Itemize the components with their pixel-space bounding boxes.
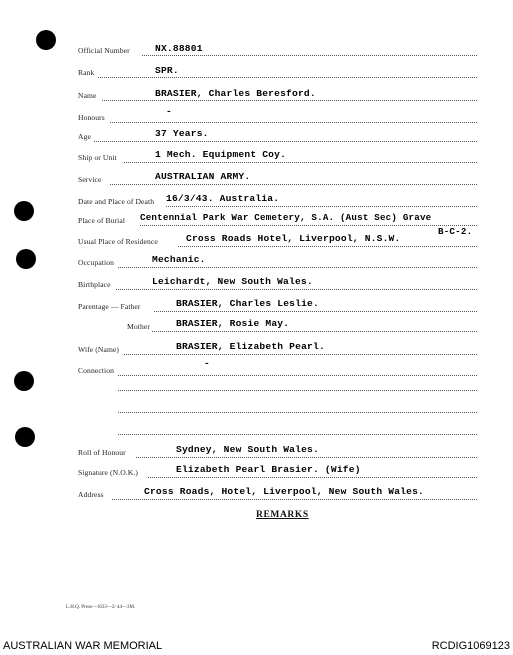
- value-honours: -: [166, 106, 172, 117]
- label-name: Name: [78, 91, 97, 100]
- value-official-number: NX.88801: [155, 43, 203, 54]
- label-address: Address: [78, 490, 104, 499]
- label-connection: Connection: [78, 366, 115, 375]
- row-usual-residence: [0, 233, 513, 247]
- label-occupation: Occupation: [78, 258, 115, 267]
- label-signature-nok: Signature (N.O.K.): [78, 468, 139, 477]
- dotted-line: [154, 311, 477, 312]
- label-rank: Rank: [78, 68, 95, 77]
- dotted-line: [110, 184, 477, 185]
- value-signature-nok: Elizabeth Pearl Brasier. (Wife): [176, 464, 361, 475]
- label-usual-residence: Usual Place of Residence: [78, 237, 158, 246]
- footer-record-id: RCDIG1069123: [431, 640, 510, 652]
- value-date-place-death: 16/3/43. Australia.: [166, 193, 280, 204]
- value-place-of-burial-grave: B-C-2.: [438, 226, 473, 237]
- label-date-place-death: Date and Place of Death: [78, 197, 155, 206]
- label-place-of-burial: Place of Burial: [78, 216, 126, 225]
- archive-footer: [0, 632, 513, 655]
- value-service: AUSTRALIAN ARMY.: [155, 171, 251, 182]
- row-name: [0, 88, 513, 102]
- label-official-number: Official Number: [78, 46, 130, 55]
- value-father: BRASIER, Charles Leslie.: [176, 298, 319, 309]
- value-wife: BRASIER, Elizabeth Pearl.: [176, 341, 325, 352]
- dotted-line: [166, 206, 477, 207]
- dotted-line: [148, 477, 477, 478]
- row-roll-of-honour: [0, 444, 513, 458]
- dotted-line: [118, 267, 477, 268]
- label-ship-or-unit: Ship or Unit: [78, 153, 117, 162]
- label-birthplace: Birthplace: [78, 280, 111, 289]
- value-connection: -: [204, 358, 210, 369]
- value-mother: BRASIER, Rosie May.: [176, 318, 290, 329]
- dotted-line: [178, 246, 477, 247]
- label-mother: Mother: [127, 322, 150, 331]
- value-rank: SPR.: [155, 65, 179, 76]
- dotted-line: [124, 354, 477, 355]
- label-age: Age: [78, 132, 91, 141]
- value-age: 37 Years.: [155, 128, 209, 139]
- dotted-line: [116, 289, 477, 290]
- row-address: [0, 486, 513, 500]
- label-honours: Honours: [78, 113, 105, 122]
- row-official-number: [0, 43, 513, 57]
- dotted-line: [152, 331, 477, 332]
- dotted-line: [98, 77, 477, 78]
- row-place-of-burial: [0, 212, 513, 237]
- value-occupation: Mechanic.: [152, 254, 206, 265]
- value-address: Cross Roads, Hotel, Liverpool, New South Wales.: [144, 486, 424, 497]
- footer-institution: AUSTRALIAN WAR MEMORIAL: [3, 640, 163, 652]
- row-birthplace: [0, 276, 513, 290]
- value-place-of-burial: Centennial Park War Cemetery, S.A. (Aust Sec) Grave: [140, 212, 432, 223]
- value-name: BRASIER, Charles Beresford.: [155, 88, 316, 99]
- dotted-line: [124, 162, 477, 163]
- blank-line-2: [118, 412, 477, 413]
- row-mother: [0, 318, 513, 332]
- printer-imprint: L.H.Q. Press—1633—2/ 44—3M.: [66, 605, 136, 610]
- blank-line-1: [118, 390, 477, 391]
- row-date-place-death: [0, 193, 513, 207]
- dotted-line: [136, 457, 477, 458]
- dotted-line: [102, 100, 477, 101]
- label-father: Parentage — Father: [78, 302, 141, 311]
- dotted-line: [110, 122, 477, 123]
- value-roll-of-honour: Sydney, New South Wales.: [176, 444, 319, 455]
- row-age: [0, 128, 513, 142]
- remarks-heading: REMARKS: [256, 510, 309, 520]
- blank-line-3: [118, 434, 477, 435]
- dotted-line: [94, 141, 477, 142]
- label-wife: Wife (Name): [78, 345, 120, 354]
- row-father: [0, 298, 513, 312]
- value-birthplace: Leichardt, New South Wales.: [152, 276, 313, 287]
- label-service: Service: [78, 175, 102, 184]
- dotted-line: [140, 225, 477, 226]
- row-wife: [0, 341, 513, 355]
- row-rank: [0, 65, 513, 79]
- value-ship-or-unit: 1 Mech. Equipment Coy.: [155, 149, 287, 160]
- dotted-line: [142, 55, 477, 56]
- row-occupation: [0, 254, 513, 268]
- label-roll-of-honour: Roll of Honour: [78, 448, 126, 457]
- row-connection: [0, 358, 513, 376]
- dotted-line: [118, 375, 477, 376]
- row-signature-nok: [0, 464, 513, 478]
- value-usual-residence: Cross Roads Hotel, Liverpool, N.S.W.: [186, 233, 401, 244]
- row-service: [0, 171, 513, 185]
- row-honours: [0, 106, 513, 124]
- row-ship-or-unit: [0, 149, 513, 163]
- dotted-line: [112, 499, 477, 500]
